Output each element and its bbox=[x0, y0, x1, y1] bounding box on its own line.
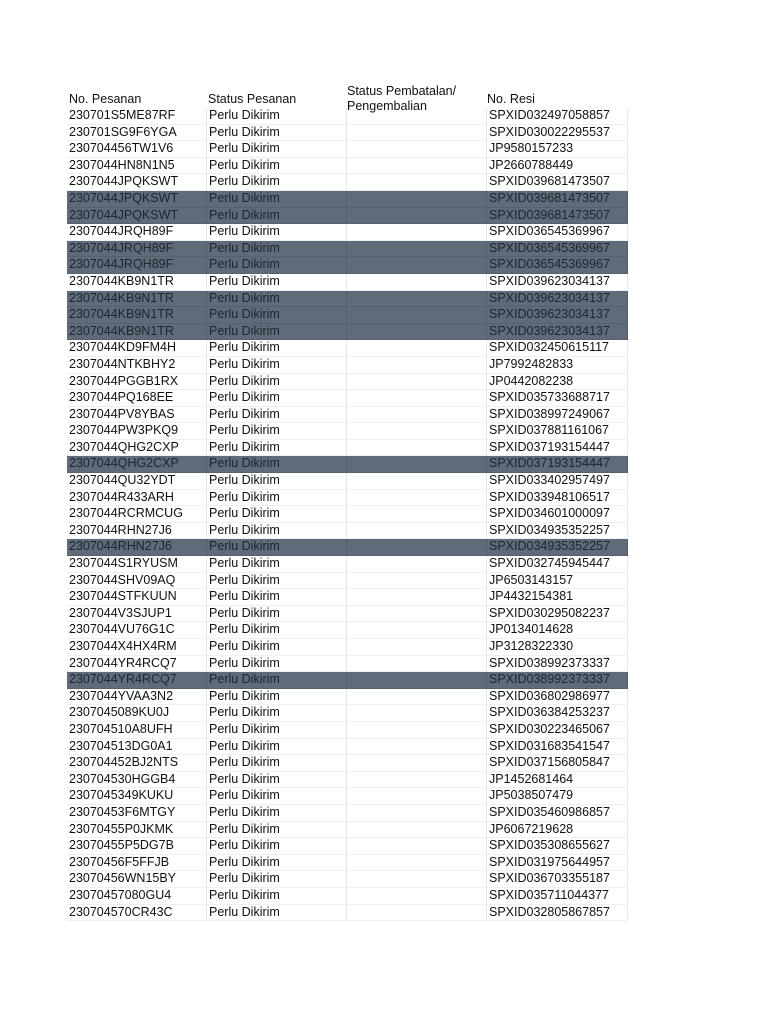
table-row[interactable] bbox=[67, 539, 628, 556]
header-order-no: No. Pesanan bbox=[69, 92, 142, 106]
table-row[interactable] bbox=[67, 804, 628, 821]
order-status-cell[interactable]: Perlu Dikirim bbox=[207, 539, 347, 556]
table-row[interactable] bbox=[67, 887, 628, 904]
cancel-status-cell[interactable] bbox=[347, 207, 487, 224]
cancel-status-cell[interactable] bbox=[347, 721, 487, 738]
cancel-status-cell[interactable] bbox=[347, 423, 487, 440]
cancel-status-cell[interactable] bbox=[347, 257, 487, 274]
cancel-status-cell[interactable] bbox=[347, 887, 487, 904]
resi-no-cell[interactable]: SPXID039623034137 bbox=[487, 290, 628, 307]
order-no-cell[interactable]: 2307044RHN27J6 bbox=[67, 522, 207, 539]
cancel-status-cell[interactable] bbox=[347, 190, 487, 207]
order-no-cell[interactable]: 2307044JRQH89F bbox=[67, 257, 207, 274]
order-no-cell[interactable]: 2307044SHV09AQ bbox=[67, 572, 207, 589]
table-row[interactable] bbox=[67, 788, 628, 805]
order-no-cell[interactable]: 230704530HGGB4 bbox=[67, 771, 207, 788]
table-row[interactable] bbox=[67, 174, 628, 191]
cancel-status-cell[interactable] bbox=[347, 240, 487, 257]
order-no-cell[interactable]: 2307044YR4RCQ7 bbox=[67, 655, 207, 672]
order-status-cell[interactable]: Perlu Dikirim bbox=[207, 556, 347, 573]
resi-no-cell[interactable]: JP0134014628 bbox=[487, 622, 628, 639]
resi-no-cell[interactable]: SPXID036802986977 bbox=[487, 688, 628, 705]
order-status-cell[interactable]: Perlu Dikirim bbox=[207, 804, 347, 821]
cancel-status-cell[interactable] bbox=[347, 456, 487, 473]
table-row[interactable] bbox=[67, 456, 628, 473]
table-row[interactable] bbox=[67, 721, 628, 738]
order-status-cell[interactable]: Perlu Dikirim bbox=[207, 456, 347, 473]
order-status-cell[interactable]: Perlu Dikirim bbox=[207, 771, 347, 788]
cancel-status-cell[interactable] bbox=[347, 788, 487, 805]
cancel-status-cell[interactable] bbox=[347, 506, 487, 523]
cancel-status-cell[interactable] bbox=[347, 489, 487, 506]
order-status-cell[interactable]: Perlu Dikirim bbox=[207, 705, 347, 722]
order-no-cell[interactable]: 2307044KB9N1TR bbox=[67, 273, 207, 290]
order-status-cell[interactable]: Perlu Dikirim bbox=[207, 672, 347, 689]
resi-no-cell[interactable]: SPXID030223465067 bbox=[487, 721, 628, 738]
table-row[interactable] bbox=[67, 473, 628, 490]
order-status-cell[interactable]: Perlu Dikirim bbox=[207, 373, 347, 390]
table-row[interactable] bbox=[67, 688, 628, 705]
order-no-cell[interactable]: 2307044YR4RCQ7 bbox=[67, 672, 207, 689]
table-row[interactable] bbox=[67, 605, 628, 622]
resi-no-cell[interactable]: SPXID038992373337 bbox=[487, 655, 628, 672]
resi-no-cell[interactable]: SPXID035460986857 bbox=[487, 804, 628, 821]
resi-no-cell[interactable]: JP1452681464 bbox=[487, 771, 628, 788]
order-status-cell[interactable]: Perlu Dikirim bbox=[207, 423, 347, 440]
order-status-cell[interactable]: Perlu Dikirim bbox=[207, 108, 347, 124]
cancel-status-cell[interactable] bbox=[347, 340, 487, 357]
order-status-cell[interactable]: Perlu Dikirim bbox=[207, 124, 347, 141]
table-row[interactable] bbox=[67, 639, 628, 656]
cancel-status-cell[interactable] bbox=[347, 539, 487, 556]
order-no-cell[interactable]: 2307044JRQH89F bbox=[67, 240, 207, 257]
table-row[interactable] bbox=[67, 224, 628, 241]
table-row[interactable] bbox=[67, 273, 628, 290]
order-status-cell[interactable]: Perlu Dikirim bbox=[207, 871, 347, 888]
order-no-cell[interactable]: 2307044KD9FM4H bbox=[67, 340, 207, 357]
resi-no-cell[interactable]: SPXID036545369967 bbox=[487, 240, 628, 257]
cancel-status-cell[interactable] bbox=[347, 141, 487, 158]
order-status-cell[interactable]: Perlu Dikirim bbox=[207, 838, 347, 855]
resi-no-cell[interactable]: JP6503143157 bbox=[487, 572, 628, 589]
table-row[interactable] bbox=[67, 141, 628, 158]
resi-no-cell[interactable]: SPXID032497058857 bbox=[487, 108, 628, 124]
header-row bbox=[67, 84, 626, 113]
order-no-cell[interactable]: 2307044RCRMCUG bbox=[67, 506, 207, 523]
order-status-cell[interactable]: Perlu Dikirim bbox=[207, 390, 347, 407]
cancel-status-cell[interactable] bbox=[347, 705, 487, 722]
order-no-cell[interactable]: 2307044S1RYUSM bbox=[67, 556, 207, 573]
table-row[interactable] bbox=[67, 556, 628, 573]
table-row[interactable] bbox=[67, 705, 628, 722]
order-status-cell[interactable]: Perlu Dikirim bbox=[207, 904, 347, 921]
order-no-cell[interactable]: 230704510A8UFH bbox=[67, 721, 207, 738]
order-no-cell[interactable]: 23070453F6MTGY bbox=[67, 804, 207, 821]
resi-no-cell[interactable]: SPXID039681473507 bbox=[487, 174, 628, 191]
table-row[interactable] bbox=[67, 356, 628, 373]
order-no-cell[interactable]: 2307044JRQH89F bbox=[67, 224, 207, 241]
table-row[interactable] bbox=[67, 124, 628, 141]
order-no-cell[interactable]: 23070456F5FFJB bbox=[67, 854, 207, 871]
table-row[interactable] bbox=[67, 439, 628, 456]
order-status-cell[interactable]: Perlu Dikirim bbox=[207, 522, 347, 539]
resi-no-cell[interactable]: SPXID036545369967 bbox=[487, 224, 628, 241]
cancel-status-cell[interactable] bbox=[347, 688, 487, 705]
order-no-cell[interactable]: 2307044PW3PKQ9 bbox=[67, 423, 207, 440]
order-status-cell[interactable]: Perlu Dikirim bbox=[207, 473, 347, 490]
resi-no-cell[interactable]: SPXID037193154447 bbox=[487, 456, 628, 473]
order-status-cell[interactable]: Perlu Dikirim bbox=[207, 356, 347, 373]
order-no-cell[interactable]: 2307044X4HX4RM bbox=[67, 639, 207, 656]
order-no-cell[interactable]: 230704570CR43C bbox=[67, 904, 207, 921]
table-row[interactable] bbox=[67, 854, 628, 871]
order-status-cell[interactable]: Perlu Dikirim bbox=[207, 688, 347, 705]
cancel-status-cell[interactable] bbox=[347, 622, 487, 639]
cancel-status-cell[interactable] bbox=[347, 854, 487, 871]
order-no-cell[interactable]: 2307044JPQKSWT bbox=[67, 207, 207, 224]
orders-table bbox=[67, 108, 628, 921]
order-status-cell[interactable]: Perlu Dikirim bbox=[207, 240, 347, 257]
cancel-status-cell[interactable] bbox=[347, 838, 487, 855]
cancel-status-cell[interactable] bbox=[347, 771, 487, 788]
resi-no-cell[interactable]: SPXID039623034137 bbox=[487, 307, 628, 324]
resi-no-cell[interactable]: SPXID039623034137 bbox=[487, 273, 628, 290]
cancel-status-cell[interactable] bbox=[347, 655, 487, 672]
resi-no-cell[interactable]: SPXID037881161067 bbox=[487, 423, 628, 440]
resi-no-cell[interactable]: JP4432154381 bbox=[487, 589, 628, 606]
order-no-cell[interactable]: 2307044RHN27J6 bbox=[67, 539, 207, 556]
header-order-status: Status Pesanan bbox=[208, 92, 297, 106]
resi-no-cell[interactable]: JP6067219628 bbox=[487, 821, 628, 838]
order-status-cell[interactable]: Perlu Dikirim bbox=[207, 224, 347, 241]
resi-no-cell[interactable]: SPXID035308655627 bbox=[487, 838, 628, 855]
resi-no-cell[interactable]: SPXID031683541547 bbox=[487, 738, 628, 755]
order-status-cell[interactable]: Perlu Dikirim bbox=[207, 141, 347, 158]
order-no-cell[interactable]: 2307045349KUKU bbox=[67, 788, 207, 805]
table-row[interactable] bbox=[67, 307, 628, 324]
cancel-status-cell[interactable] bbox=[347, 738, 487, 755]
resi-no-cell[interactable]: SPXID038992373337 bbox=[487, 672, 628, 689]
order-status-cell[interactable]: Perlu Dikirim bbox=[207, 854, 347, 871]
order-status-cell[interactable]: Perlu Dikirim bbox=[207, 257, 347, 274]
cancel-status-cell[interactable] bbox=[347, 821, 487, 838]
table-row[interactable] bbox=[67, 207, 628, 224]
order-no-cell[interactable]: 23070455P5DG7B bbox=[67, 838, 207, 855]
order-status-cell[interactable]: Perlu Dikirim bbox=[207, 589, 347, 606]
resi-no-cell[interactable]: SPXID033948106517 bbox=[487, 489, 628, 506]
order-no-cell[interactable]: 230704513DG0A1 bbox=[67, 738, 207, 755]
cancel-status-cell[interactable] bbox=[347, 522, 487, 539]
table-row[interactable] bbox=[67, 589, 628, 606]
order-no-cell[interactable]: 2307044KB9N1TR bbox=[67, 307, 207, 324]
order-status-cell[interactable]: Perlu Dikirim bbox=[207, 307, 347, 324]
cancel-status-cell[interactable] bbox=[347, 605, 487, 622]
order-no-cell[interactable]: 230704456TW1V6 bbox=[67, 141, 207, 158]
order-status-cell[interactable]: Perlu Dikirim bbox=[207, 887, 347, 904]
cancel-status-cell[interactable] bbox=[347, 804, 487, 821]
cancel-status-cell[interactable] bbox=[347, 273, 487, 290]
order-status-cell[interactable]: Perlu Dikirim bbox=[207, 572, 347, 589]
order-status-cell[interactable]: Perlu Dikirim bbox=[207, 639, 347, 656]
table-row[interactable] bbox=[67, 572, 628, 589]
order-no-cell[interactable]: 2307044VU76G1C bbox=[67, 622, 207, 639]
orders-table-body bbox=[67, 108, 628, 921]
table-row[interactable] bbox=[67, 240, 628, 257]
order-status-cell[interactable]: Perlu Dikirim bbox=[207, 489, 347, 506]
table-row[interactable] bbox=[67, 489, 628, 506]
cancel-status-cell[interactable] bbox=[347, 672, 487, 689]
resi-no-cell[interactable]: SPXID035733688717 bbox=[487, 390, 628, 407]
cancel-status-cell[interactable] bbox=[347, 904, 487, 921]
order-status-cell[interactable]: Perlu Dikirim bbox=[207, 406, 347, 423]
resi-no-cell[interactable]: SPXID035711044377 bbox=[487, 887, 628, 904]
order-no-cell[interactable]: 2307044JPQKSWT bbox=[67, 174, 207, 191]
order-no-cell[interactable]: 2307044QHG2CXP bbox=[67, 456, 207, 473]
table-row[interactable] bbox=[67, 738, 628, 755]
resi-no-cell[interactable]: SPXID033402957497 bbox=[487, 473, 628, 490]
cancel-status-cell[interactable] bbox=[347, 323, 487, 340]
table-row[interactable] bbox=[67, 871, 628, 888]
cancel-status-cell[interactable] bbox=[347, 439, 487, 456]
table-row[interactable] bbox=[67, 323, 628, 340]
order-status-cell[interactable]: Perlu Dikirim bbox=[207, 738, 347, 755]
order-no-cell[interactable]: 2307044QHG2CXP bbox=[67, 439, 207, 456]
cancel-status-cell[interactable] bbox=[347, 224, 487, 241]
order-status-cell[interactable]: Perlu Dikirim bbox=[207, 821, 347, 838]
resi-no-cell[interactable]: SPXID039681473507 bbox=[487, 207, 628, 224]
resi-no-cell[interactable]: SPXID032450615117 bbox=[487, 340, 628, 357]
table-row[interactable] bbox=[67, 290, 628, 307]
cancel-status-cell[interactable] bbox=[347, 307, 487, 324]
header-cancel-status: Status Pembatalan/ Pengembalian bbox=[347, 84, 457, 113]
resi-no-cell[interactable]: SPXID030022295537 bbox=[487, 124, 628, 141]
table-row[interactable] bbox=[67, 821, 628, 838]
order-no-cell[interactable]: 2307044PV8YBAS bbox=[67, 406, 207, 423]
resi-no-cell[interactable]: JP2660788449 bbox=[487, 157, 628, 174]
order-no-cell[interactable]: 2307044PQ168EE bbox=[67, 390, 207, 407]
order-status-cell[interactable]: Perlu Dikirim bbox=[207, 290, 347, 307]
resi-no-cell[interactable]: JP9580157233 bbox=[487, 141, 628, 158]
order-status-cell[interactable]: Perlu Dikirim bbox=[207, 655, 347, 672]
order-status-cell[interactable]: Perlu Dikirim bbox=[207, 340, 347, 357]
cancel-status-cell[interactable] bbox=[347, 556, 487, 573]
order-status-cell[interactable]: Perlu Dikirim bbox=[207, 273, 347, 290]
order-status-cell[interactable]: Perlu Dikirim bbox=[207, 721, 347, 738]
order-no-cell[interactable]: 2307044STFKUUN bbox=[67, 589, 207, 606]
order-status-cell[interactable]: Perlu Dikirim bbox=[207, 207, 347, 224]
order-no-cell[interactable]: 23070456WN15BY bbox=[67, 871, 207, 888]
resi-no-cell[interactable]: JP3128322330 bbox=[487, 639, 628, 656]
order-no-cell[interactable]: 2307044HN8N1N5 bbox=[67, 157, 207, 174]
cancel-status-cell[interactable] bbox=[347, 157, 487, 174]
table-row[interactable] bbox=[67, 257, 628, 274]
resi-no-cell[interactable]: SPXID037193154447 bbox=[487, 439, 628, 456]
order-no-cell[interactable]: 2307044KB9N1TR bbox=[67, 290, 207, 307]
order-no-cell[interactable]: 2307045089KU0J bbox=[67, 705, 207, 722]
resi-no-cell[interactable]: SPXID034935352257 bbox=[487, 539, 628, 556]
resi-no-cell[interactable]: JP0442082238 bbox=[487, 373, 628, 390]
order-status-cell[interactable]: Perlu Dikirim bbox=[207, 506, 347, 523]
table-row[interactable] bbox=[67, 340, 628, 357]
cancel-status-cell[interactable] bbox=[347, 639, 487, 656]
order-no-cell[interactable]: 2307044KB9N1TR bbox=[67, 323, 207, 340]
header-resi-no: No. Resi bbox=[487, 92, 535, 106]
table-row[interactable] bbox=[67, 622, 628, 639]
spreadsheet bbox=[67, 84, 626, 921]
resi-no-cell[interactable]: SPXID036384253237 bbox=[487, 705, 628, 722]
table-row[interactable] bbox=[67, 655, 628, 672]
resi-no-cell[interactable]: SPXID032745945447 bbox=[487, 556, 628, 573]
cancel-status-cell[interactable] bbox=[347, 290, 487, 307]
order-status-cell[interactable]: Perlu Dikirim bbox=[207, 605, 347, 622]
cancel-status-cell[interactable] bbox=[347, 589, 487, 606]
cancel-status-cell[interactable] bbox=[347, 572, 487, 589]
cancel-status-cell[interactable] bbox=[347, 124, 487, 141]
cancel-status-cell[interactable] bbox=[347, 871, 487, 888]
table-row[interactable] bbox=[67, 423, 628, 440]
order-no-cell[interactable]: 2307044R433ARH bbox=[67, 489, 207, 506]
cancel-status-cell[interactable] bbox=[347, 356, 487, 373]
resi-no-cell[interactable]: SPXID038997249067 bbox=[487, 406, 628, 423]
resi-no-cell[interactable]: SPXID036703355187 bbox=[487, 871, 628, 888]
resi-no-cell[interactable]: SPXID034601000097 bbox=[487, 506, 628, 523]
table-row[interactable] bbox=[67, 838, 628, 855]
cancel-status-cell[interactable] bbox=[347, 174, 487, 191]
cancel-status-cell[interactable] bbox=[347, 373, 487, 390]
cancel-status-cell[interactable] bbox=[347, 473, 487, 490]
resi-no-cell[interactable]: SPXID030295082237 bbox=[487, 605, 628, 622]
resi-no-cell[interactable]: JP5038507479 bbox=[487, 788, 628, 805]
resi-no-cell[interactable]: SPXID039681473507 bbox=[487, 190, 628, 207]
resi-no-cell[interactable]: JP7992482833 bbox=[487, 356, 628, 373]
order-no-cell[interactable]: 2307044V3SJUP1 bbox=[67, 605, 207, 622]
table-row[interactable] bbox=[67, 771, 628, 788]
order-no-cell[interactable]: 2307044QU32YDT bbox=[67, 473, 207, 490]
table-row[interactable] bbox=[67, 406, 628, 423]
order-no-cell[interactable]: 2307044PGGB1RX bbox=[67, 373, 207, 390]
table-row[interactable] bbox=[67, 904, 628, 921]
cancel-status-cell[interactable] bbox=[347, 406, 487, 423]
table-row[interactable] bbox=[67, 506, 628, 523]
resi-no-cell[interactable]: SPXID032805867857 bbox=[487, 904, 628, 921]
order-status-cell[interactable]: Perlu Dikirim bbox=[207, 157, 347, 174]
order-no-cell[interactable]: 2307044NTKBHY2 bbox=[67, 356, 207, 373]
order-no-cell[interactable]: 230701SG9F6YGA bbox=[67, 124, 207, 141]
order-no-cell[interactable]: 230704452BJ2NTS bbox=[67, 755, 207, 772]
resi-no-cell[interactable]: SPXID037156805847 bbox=[487, 755, 628, 772]
order-no-cell[interactable]: 2307044JPQKSWT bbox=[67, 190, 207, 207]
order-no-cell[interactable]: 230701S5ME87RF bbox=[67, 108, 207, 124]
resi-no-cell[interactable]: SPXID034935352257 bbox=[487, 522, 628, 539]
resi-no-cell[interactable]: SPXID039623034137 bbox=[487, 323, 628, 340]
order-status-cell[interactable]: Perlu Dikirim bbox=[207, 439, 347, 456]
order-no-cell[interactable]: 23070455P0JKMK bbox=[67, 821, 207, 838]
order-status-cell[interactable]: Perlu Dikirim bbox=[207, 622, 347, 639]
order-status-cell[interactable]: Perlu Dikirim bbox=[207, 788, 347, 805]
table-row[interactable] bbox=[67, 373, 628, 390]
resi-no-cell[interactable]: SPXID036545369967 bbox=[487, 257, 628, 274]
table-row[interactable] bbox=[67, 755, 628, 772]
cancel-status-cell[interactable] bbox=[347, 390, 487, 407]
order-no-cell[interactable]: 23070457080GU4 bbox=[67, 887, 207, 904]
resi-no-cell[interactable]: SPXID031975644957 bbox=[487, 854, 628, 871]
table-row[interactable] bbox=[67, 157, 628, 174]
order-status-cell[interactable]: Perlu Dikirim bbox=[207, 755, 347, 772]
order-status-cell[interactable]: Perlu Dikirim bbox=[207, 190, 347, 207]
table-row[interactable] bbox=[67, 190, 628, 207]
table-row[interactable] bbox=[67, 522, 628, 539]
order-status-cell[interactable]: Perlu Dikirim bbox=[207, 174, 347, 191]
table-row[interactable] bbox=[67, 672, 628, 689]
cancel-status-cell[interactable] bbox=[347, 755, 487, 772]
order-no-cell[interactable]: 2307044YVAA3N2 bbox=[67, 688, 207, 705]
table-row[interactable] bbox=[67, 390, 628, 407]
order-status-cell[interactable]: Perlu Dikirim bbox=[207, 323, 347, 340]
